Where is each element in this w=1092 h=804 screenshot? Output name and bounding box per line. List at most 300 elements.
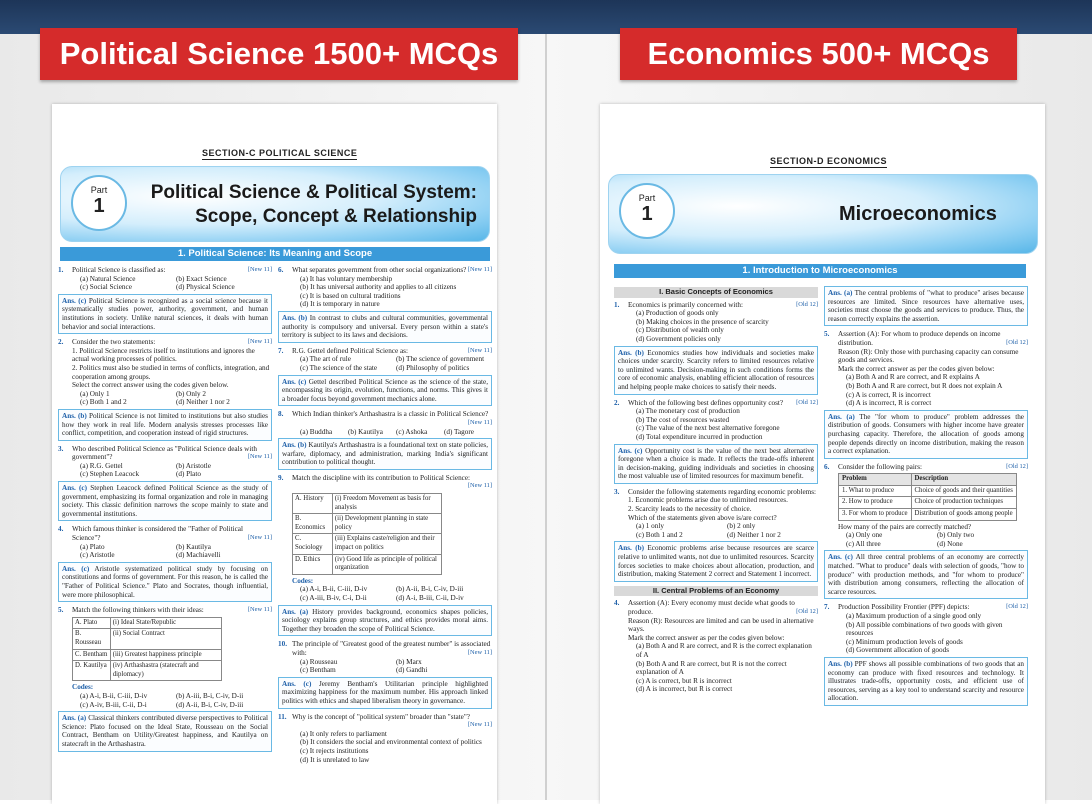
option: (b) Only 2 [176,389,206,398]
match-cell: A. Plato [73,617,111,629]
match-cell: (ii) Development planning in state policy [332,514,441,534]
options [58,692,272,709]
question-stem [58,606,272,615]
option: (c) Ashoka [396,427,428,436]
match-cell: C. Bentham [73,649,111,661]
question-text-body: Which of the following best defines opportunity cost? [628,398,784,407]
answer-label: Ans. (c) [62,484,88,493]
answer-explanation: Gettel described Political Science as the science of the state, encompassing its origin, evolution, functions, and norms. This gives it a broader focus beyond government mechanics alone. [282,377,488,403]
option: (a) The monetary cost of production [636,407,740,416]
options [614,642,818,694]
question-text-body: The principle of "Greatest good of the greatest number" is associated with: [292,640,491,657]
question-block [58,445,272,522]
question-stem [58,338,272,347]
option: (b) A-ii, B-i, C-iv, D-iii [396,585,464,594]
question-block [278,713,492,765]
match-cell: (i) Ideal State/Republic [110,617,221,629]
answer-explanation: Stephen Leacock defined Political Science as the study of government, emphasizing its formal organization and role in managing society. This classic definition narrows the scope mainly to state and governmental institutions. [62,484,268,518]
exam-tag: [New 11] [467,648,492,656]
option: (c) Minimum production levels of goods [846,637,963,646]
answer-explanation: Classical thinkers contributed diverse perspectives to Political Science: Plato focused on the Ideal State, Rousseau on the Social Contract, Bentham on Utility/Greatest happiness, and Kautilya on statecraft in the Arthashastra. [62,714,268,748]
question-stem [614,599,818,616]
answer-label: Ans. (b) [618,348,644,357]
answer-box [614,346,818,395]
question-text-body: Political Science is classified as: [72,266,166,274]
match-cell: (iii) Greatest happiness principle [110,649,221,661]
answer-label: Ans. (c) [282,377,307,386]
question-number: 9. [278,473,284,482]
answer-explanation: All three central problems of an economy are correctly matched. "What to produce" deals with selection of goods, "how to produce" with production methods, and "for whom to produce" with distribution among consumers, reflecting the allocation of scarce resources. [828,553,1024,596]
question-stem [614,301,818,310]
answer-box [278,605,492,637]
question-number: 2. [614,398,620,407]
question-text-body: Assertion (A): Every economy must decide what goods to produce. [628,599,795,616]
question-block [614,488,818,582]
option: (c) Distribution of wealth only [636,326,724,335]
pairs-row [839,485,1017,497]
option: (d) Gandhi [396,666,428,675]
exam-tag: [New 11] [467,482,492,490]
question-text-body: Match the discipline with its contribution to Political Science: [292,473,471,482]
option: (b) A-iii, B-i, C-iv, D-ii [176,691,244,700]
question-block [278,347,492,407]
options [278,275,492,309]
option: (b) Aristotle [176,461,211,470]
question-block [824,603,1028,706]
pairs-row [839,509,1017,521]
option: (c) All three [846,539,881,548]
codes-label: Codes: [72,683,94,692]
options [278,428,492,437]
question-stem [614,399,818,408]
exam-tag: [New 11] [247,453,272,461]
question-block [824,286,1028,326]
question-block [58,606,272,751]
question-text-body: Consider the two statements: [72,338,156,347]
part-header [60,166,490,242]
pairs-cell: 2. How to produce [839,497,912,509]
section-label: SECTION-C POLITICAL SCIENCE [202,148,358,158]
answer-box [278,438,492,470]
part-label: Part [638,193,656,203]
question-text [292,713,492,730]
question-text [292,474,492,491]
options [278,730,492,764]
answer-explanation: In contrast to clubs and cultural communities, governmental authority is compulsory and universal. Every person within a state's territory is subject to its laws and decisions. [282,313,488,340]
exam-tag: [Old 12] [796,300,818,308]
question-block [58,266,272,334]
question-number: 2. [58,338,64,347]
options [278,585,492,602]
question-stem [58,266,272,275]
option: (b) Exact Science [176,274,227,283]
option: (a) R.G. Gettel [80,461,123,470]
option: (a) Production of goods only [636,309,719,318]
answer-box [824,657,1028,706]
options [614,522,818,539]
right-column-2 [824,284,1028,710]
question-number: 8. [278,410,284,419]
question-block [614,301,818,395]
question-text [292,410,492,427]
question-stem [614,488,818,497]
left-column-2 [278,266,492,766]
option: (d) It is temporary in nature [300,300,380,309]
question-text [628,599,818,616]
codes-label: Codes: [292,576,314,585]
option: (c) Both 1 and 2 [80,398,127,407]
options [278,658,492,675]
question-text-body: Consider the following pairs: [838,462,923,471]
question-block [278,266,492,343]
question-stem [278,410,492,427]
option: (a) Buddha [300,427,333,436]
question-text-body: Why is the concept of "political system" broader than "state"? [292,712,470,721]
match-cell: D. Kautilya [73,661,111,681]
answer-label: Ans. (c) [62,564,90,573]
left-column-1 [58,266,272,756]
part-title-line2: Scope, Concept & Relationship [195,206,477,227]
answer-box [614,541,818,581]
answer-explanation: Political Science is not limited to institutions but also studies how they work in real life. Modern analysis stresses processes like conflict, competition, and cooperation instead of rigid structures. [62,411,268,438]
question-text-body: Which Indian thinker's Arthashastra is a classic in Political Science? [292,410,489,419]
question-number: 1. [58,266,64,274]
answer-label: Ans. (a) [62,714,87,723]
answer-label: Ans. (c) [618,446,643,455]
question-text [292,347,492,356]
exam-tag: [New 11] [467,418,492,426]
question-number: 5. [58,606,64,615]
option: (a) 1 only [636,522,664,531]
answer-box [58,294,272,334]
question-text [72,525,272,542]
question-text [838,330,1028,347]
exam-tag: [New 11] [247,266,272,273]
answer-label: Ans. (b) [282,441,307,450]
question-text [838,603,1028,612]
option: (b) The science of government [396,355,485,364]
answer-label: Ans. (c) [828,553,853,562]
question-number: 6. [278,266,284,274]
option: (a) It only refers to parliament [300,729,387,738]
options [614,309,818,343]
option: (b) Kautilya [348,427,383,436]
exam-tag: [New 11] [247,534,272,542]
question-block [278,410,492,470]
question-block [278,474,492,637]
option: (d) A is incorrect, but R is correct [636,685,733,694]
answer-label: Ans. (b) [282,313,308,322]
question-block [58,338,272,441]
option: (a) A-i, B-ii, C-iii, D-iv [300,585,368,594]
chapter-heading: 1. Political Science: Its Meaning and Scope [60,247,490,261]
option: (d) Government policies only [636,334,721,343]
part-title: Microeconomics [839,203,997,225]
option: (a) Natural Science [80,274,136,283]
question-number: 7. [278,346,284,355]
answer-label: Ans. (a) [828,289,853,297]
option: (a) Plato [80,542,105,551]
match-table [292,493,442,575]
answer-explanation: The central problems of "what to produce" arises because resources are limited. Since resources have alternative uses, societies must choose the goods and services to produce. Thus, the reason correctly explains the assertion. [828,289,1024,323]
question-text-body: R.G. Gettel defined Political Science as: [292,346,408,355]
option: (d) Tagore [444,427,474,436]
part-title-line1: Political Science & Political System: [150,182,477,203]
exam-tag: [New 11] [247,338,272,346]
match-cell: (iv) Good life as principle of political organization [332,554,441,574]
answer-box [614,444,818,484]
statement: Reason (R): Only those with purchasing capacity can consume goods and services. [838,347,1019,365]
match-cell: C. Sociology [293,534,333,554]
pairs-header-row [839,474,1017,486]
banner-economics: Economics 500+ MCQs [620,28,1017,80]
answer-box [278,677,492,709]
statement: 2. Scarcity leads to the necessity of choice. [628,505,752,514]
option: (a) Both A and R are correct, and R explains A [846,373,980,382]
statement: Mark the correct answer as per the codes given below: [628,633,785,642]
option: (d) It is unrelated to law [300,755,370,764]
answer-explanation: History provides background, economics shapes policies, sociology explains group structures, and ethics provides moral aims. Together they broaden the scope of Political Science. [282,607,488,633]
question-text [838,463,1028,472]
answer-label: Ans. (a) [282,607,309,616]
option: (d) A is incorrect, R is correct [846,399,932,408]
exam-tag: [Old 12] [796,398,818,406]
part-badge [71,175,127,231]
question-text [72,445,272,462]
option: (b) It has universal authority and applies to all citizens [300,283,457,292]
question-block [278,640,492,708]
question-text-body: Production Possibility Frontier (PPF) depicts: [838,603,970,612]
option: (c) A-iv, B-iii, C-ii, D-i [80,700,147,709]
statement: Mark the correct answer as per the codes given below: [838,364,995,373]
match-row [73,661,222,681]
option: (c) The value of the next best alternative foregone [636,424,780,433]
statement: 1. Political Science restricts itself to institutions and ignores the actual working processes of politics. [72,346,255,364]
option: (c) Both 1 and 2 [636,530,683,539]
question-stem [824,463,1028,472]
match-cell: (iii) Explains caste/religion and their impact on politics [332,534,441,554]
option: (c) A is correct, R is incorrect [846,390,931,399]
options [58,390,272,407]
exam-tag: [New 11] [467,721,492,729]
match-cell: B. Rousseau [73,629,111,649]
answer-box [58,711,272,751]
question-text [628,488,818,497]
option: (a) Both A and R are correct, and R is the correct explanation of A [636,642,812,659]
pairs-header-cell: Problem [839,474,912,486]
banner-political-science: Political Science 1500+ MCQs [40,28,518,80]
options [824,373,1028,407]
answer-label: Ans. (b) [62,411,87,420]
match-row [73,649,222,661]
answer-box [58,562,272,602]
question-text [292,266,492,275]
answer-box [824,286,1028,326]
option: (a) It has voluntary membership [300,274,393,283]
match-row [293,554,442,574]
answer-label: Ans. (a) [828,412,855,421]
center-divider [545,34,547,800]
question-text [72,606,272,615]
statement: How many of the pairs are correctly matched? [838,522,972,531]
question-block [614,399,818,484]
right-column-1 [614,284,818,696]
options [824,531,1028,548]
match-row [293,514,442,534]
option: (d) Machiavelli [176,551,221,560]
part-header [608,174,1038,254]
option: (c) Bentham [300,666,336,675]
match-row [73,617,222,629]
right-page [600,104,1045,804]
pairs-cell: 3. For whom to produce [839,509,912,521]
option: (b) Kautilya [176,542,211,551]
answer-explanation: Political Science is recognized as a social science because it systematically studies power, authority, government, and human institutions in society. Unlike natural sciences, it deals with human behavior and social interactions. [62,296,268,331]
question-number: 1. [614,300,620,309]
part-number: 1 [641,203,653,225]
answer-label: Ans. (c) [62,296,87,305]
option: (d) Neither 1 nor 2 [727,530,781,539]
option: (a) The art of rule [300,355,351,364]
match-row [73,629,222,649]
option: (d) Neither 1 nor 2 [176,398,230,407]
answer-explanation: The "for whom to produce" problem addresses the distribution of goods. Consumers with higher income have greater purchasing capacity. Therefore, the allocation of goods among people depends directly on income distribution, making the reason a correct explanation. [828,412,1024,456]
statement: Which of the statements given above is/are correct? [628,513,777,522]
answer-explanation: Aristotle systematized political study by focusing on constitutions and forms of government. For this reason, he is called the "Father of Political Science." Plato and Socrates, though influential, were more philosophical. [62,564,268,599]
exam-tag: [New 11] [247,606,272,614]
option: (c) It is based on cultural traditions [300,291,401,300]
question-stem [824,603,1028,612]
option: (d) None [937,539,963,548]
section-heading: I. Basic Concepts of Economics [614,287,818,298]
answer-label: Ans. (b) [618,544,644,553]
option: (a) Rousseau [300,657,338,666]
question-text-body: Assertion (A): For whom to produce depends on income distribution. [838,330,1001,347]
question-text-body: Economics is primarily concerned with: [628,300,743,309]
part-number: 1 [93,195,105,217]
question-stem [824,330,1028,347]
option: (a) Maximum production of a single good only [846,612,982,620]
section-heading: II. Central Problems of an Economy [614,586,818,597]
answer-box [824,550,1028,599]
option: (c) Stephen Leacock [80,470,140,479]
option: (a) A-i, B-ii, C-iii, D-iv [80,691,148,700]
question-stem [278,266,492,275]
statement: Select the correct answer using the codes given below. [72,381,229,390]
answer-box [58,481,272,521]
question-number: 4. [58,525,64,534]
option: (a) Only one [846,531,883,540]
section-label: SECTION-D ECONOMICS [770,156,888,166]
pairs-header-cell: Description [911,474,1016,486]
match-cell: (iv) Arthashastra (statecraft and diplomacy) [110,661,221,681]
chapter-heading: 1. Introduction to Microeconomics [614,264,1026,278]
pairs-cell: Choice of production techniques [911,497,1016,509]
option: (b) Both A and R are correct, but R does not explain A [846,381,1003,390]
question-text-body: Who described Political Science as "Political Science deals with government"? [72,444,257,462]
options [614,407,818,441]
part-badge [619,183,675,239]
question-text-body: Which famous thinker is considered the "Father of Political Science"? [72,525,243,543]
question-text-body: Consider the following statements regarding economic problems: [628,487,817,496]
option: (d) Plato [176,470,201,479]
pairs-row [839,497,1017,509]
answer-box [278,311,492,343]
options [824,612,1028,655]
option: (b) Marx [396,657,422,666]
question-block [58,525,272,602]
answer-explanation: Jeremy Bentham's Utilitarian principle highlighted maximizing happiness for the maximum number. His approach linked politics with ethics and shaped liberalism theory in governance. [282,679,489,705]
match-cell: B. Economics [293,514,333,534]
options [58,462,272,479]
question-number: 3. [58,444,64,453]
option: (d) A-i, B-iii, C-ii, D-iv [396,594,464,602]
exam-tag: [Old 12] [1006,338,1028,346]
question-block [614,599,818,694]
options [58,543,272,560]
question-number: 4. [614,599,620,608]
answer-explanation: Opportunity cost is the value of the next best alternative foregone when a choice is made. It reflects the trade-offs inherent in decision-making, guiding individuals and societies in choosing the most valuable use of limited resources for maximum benefit. [618,446,815,481]
option: (c) A-iii, B-iv, C-i, D-ii [300,594,367,602]
question-stem [58,445,272,462]
pairs-table [838,473,1017,520]
answer-box [278,375,492,407]
option: (c) The science of the state [300,363,378,372]
question-number: 6. [824,462,830,471]
question-number: 5. [824,330,830,339]
option: (c) It rejects institutions [300,746,369,755]
question-number: 7. [824,603,830,612]
pairs-cell: Choice of goods and their quantities [911,485,1016,497]
answer-explanation: Economics studies how individuals and societies make choices under scarcity. Scarcity refers to limited resources relative to unlimited wants. Decision-making in such conditions forms the core of economic analysis, enabling efficient allocation of resources and helping people make choices to satisfy their needs. [618,348,814,391]
options [58,275,272,292]
left-page [52,104,497,804]
pairs-cell: Distribution of goods among people [911,509,1016,521]
match-cell: D. Ethics [293,554,333,574]
pairs-cell: 1. What to produce [839,485,912,497]
option: (b) 2 only [727,522,756,531]
question-text [72,338,272,347]
option: (b) The cost of resources wasted [636,415,730,424]
match-row [293,494,442,514]
question-text [72,266,272,275]
option: (b) All possible combinations of two goods with given resources [846,620,1003,638]
match-row [293,534,442,554]
exam-tag: [New 11] [467,266,492,273]
answer-label: Ans. (b) [828,659,853,668]
question-block [824,463,1028,600]
question-number: 11. [278,712,287,721]
answer-explanation: Economic problems arise because resources are scarce relative to unlimited wants, not due to unlimited resources. Scarcity forces societies to make choices about allocation, production, and distribution, making Statement 2 correct and Statement 1 incorrect. [618,544,814,579]
statement: 1. Economic problems arise due to unlimited resources. [628,496,788,505]
option: (d) A-ii, B-i, C-iv, D-iii [176,700,244,709]
exam-tag: [Old 12] [1006,603,1028,611]
question-stem [278,640,492,657]
question-block [824,330,1028,458]
option: (d) Government allocation of goods [846,646,949,655]
option: (b) Both A and R are correct, but R is not the correct explanation of A [636,659,787,677]
exam-tag: [Old 12] [796,608,818,615]
question-stem [58,525,272,542]
question-text [628,301,818,310]
answer-box [58,409,272,441]
question-text [628,399,818,408]
match-cell: (ii) Social Contract [110,629,221,649]
statement: Reason (R): Resources are limited and can be used in alternative ways. [628,616,814,634]
question-text-body: What separates government from other social organizations? [292,266,467,274]
answer-explanation: Kautilya's Arthashastra is a foundational text on state policies, warfare, diplomacy, and administration, marking India's significant contribution to political thought. [282,441,488,467]
option: (d) Philosophy of politics [396,363,470,372]
